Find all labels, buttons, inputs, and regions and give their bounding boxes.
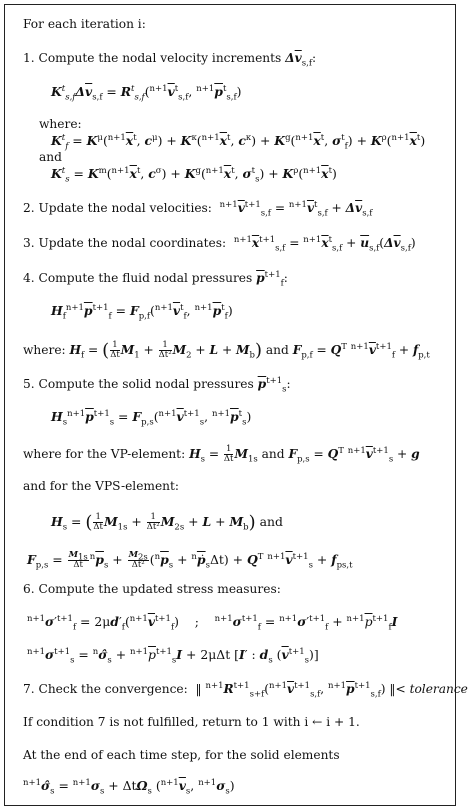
step1-title: 1. Compute the nodal velocity increments $\Delta\overline{v}_{s,f}$: — [23, 51, 317, 69]
step5-title: 5. Compute the solid nodal pressures $\overline{p}^{t+1}_s$: — [23, 375, 291, 395]
step1-and: and — [39, 150, 62, 164]
step2-line: 2. Update the nodal velocities: $^{n+1}\overline{v}^{t+1}_{s,f} = ^{n+1}\overline{v}^t_{s,f} + \Delta\overline{v}_{s,f}$ — [23, 199, 373, 219]
end-note: At the end of each time step, for the solid elements — [23, 748, 340, 762]
step1-where: where: — [39, 117, 82, 131]
step5-vp-line: where for the VP-element: $H_s$ = $\frac{1}{\Delta t}$ $M_{1s}$ and $F_{p,s} = Q^T$ $^{n+1}\overline{v}^{t+1}_s + g$ — [23, 444, 420, 465]
step4-equation: $H_f^{n+1}\overline{p}^{t+1}_f = F_{p,f}(^{n+1}\overline{v}^t_f$, $^{n+1}\overline{p}^t_f$) — [51, 302, 233, 322]
step6-fluid-stress-equation: $^{n+1}\sigma'^{t+1}_f = 2\mu d'_f(^{n+1}\overline{v}^{t+1}_f)$ ; $^{n+1}\sigma^{t+1}_f = ^{n+1}\sigma'^{t+1}_f + ^{n+1}\overline{p}^{t+1}_fI$ — [27, 613, 398, 633]
algorithm-box — [4, 4, 468, 806]
step7-line: 7. Check the convergence: ‖ $^{n+1}R^{t+1}_{s+f}(^{n+1}\overline{v}^{t+1}_{s,f}$, $^{n+1}\overline{p}^{t+1}_{s,f}$) ‖< tolerance — [23, 680, 468, 700]
repeat-note: If condition 7 is not fulfilled, return to 1 with i ← i + 1. — [23, 715, 360, 729]
step4-where-line: where: $H_f$ = ( $\frac{1}{\Delta t}$ $M_1$ + $\frac{1}{\text{Δt²}}$ $M_2 + L + M_b$) and $F_{p,f} = Q^T$ $^{n+1}\overline{v}^{t+1}_f + f_{p,t}$ — [23, 340, 430, 361]
step6-solid-stress-equation: $^{n+1}\sigma^{t+1}_s$ = $^n\sigmâ_s + ^{n+1}\overline{p}^{t+1}_sI + 2\mu\Delta t$ [I′ : $d_s$ $(\overline{v}^{t+1}_s)$] — [27, 646, 319, 666]
step5-vps-text: and for the VPS-element: — [23, 479, 180, 493]
tolerance-label: tolerance — [409, 682, 468, 696]
step4-title: 4. Compute the fluid nodal pressures $\overline{p}^{t+1}_f$: — [23, 269, 288, 289]
step1-kf-equation: $K^t_f = K^\mu(^{n+1}\overline{x}^t$, $c^\mu) + K^\kappa(^{n+1}\overline{x}^t$, $c^\kappa) + K^g(^{n+1}\overline{x}^t$, $\sigma^t_f) + K^\rho(^{n+1}\overline{x}^t)$ — [51, 132, 426, 152]
step3-line: 3. Update the nodal coordinates: $^{n+1}\overline{x}^{t+1}_{s,f} = ^{n+1}\overline{x}^t_{s,f} + \overline{u}_{s,f}(\Delta\overline{v}_{s,f})$ — [23, 234, 416, 254]
step5-equation: $H_s^{n+1}\overline{p}^{t+1}_s = F_{p,s}(^{n+1}\overline{v}^{t+1}_s$, $^{n+1}\overline{p}^t_s$) — [51, 408, 252, 428]
step5-vps-h-equation: $H_s$ = ( $\frac{1}{\Delta t}$ $M_{1s}$ + $\frac{1}{\text{Δt²}}$ $M_{2s} + L + M_b$) and — [51, 512, 283, 533]
final-equation: $^{n+1}\sigmâ_s = ^{n+1}\sigma_s + \Delta t\Omega_s$ ($^{n+1}\overline{v}_s$, $^{n+1}\sigma_s$) — [23, 777, 235, 797]
header-text: For each iteration i: — [23, 17, 146, 31]
step5-vps-f-equation: $F_{p,s}$ = $\frac{M_{1s}}{\Delta t}$ $^n\overline{p}_s$ + $\frac{M_{2s}}{\text{Δt²}}$ $(^n\overline{p}_s + ^n\overline{p}_s\Delta t) + Q^T$ $^{n+1}\overline{v}^{t+1}_s + f_{ps,t}$ — [27, 550, 353, 571]
step1-equation: $K^t_{s,f}\Delta\overline{v}_{s,f} = R^t_{s,f}(^{n+1}\overline{v}^t_{s,f}$, $^{n+1}\overline{p}^t_{s,f}$) — [51, 83, 242, 103]
step6-title: 6. Compute the updated stress measures: — [23, 582, 281, 596]
header-line — [23, 17, 146, 32]
step1-ks-equation: $K^t_s = K^m(^{n+1}\overline{x}^t$, $c^\sigma) + K^g(^{n+1}\overline{x}^t$, $\sigma^t_s) + K^\rho(^{n+1}\overline{x}^t)$ — [51, 165, 337, 185]
